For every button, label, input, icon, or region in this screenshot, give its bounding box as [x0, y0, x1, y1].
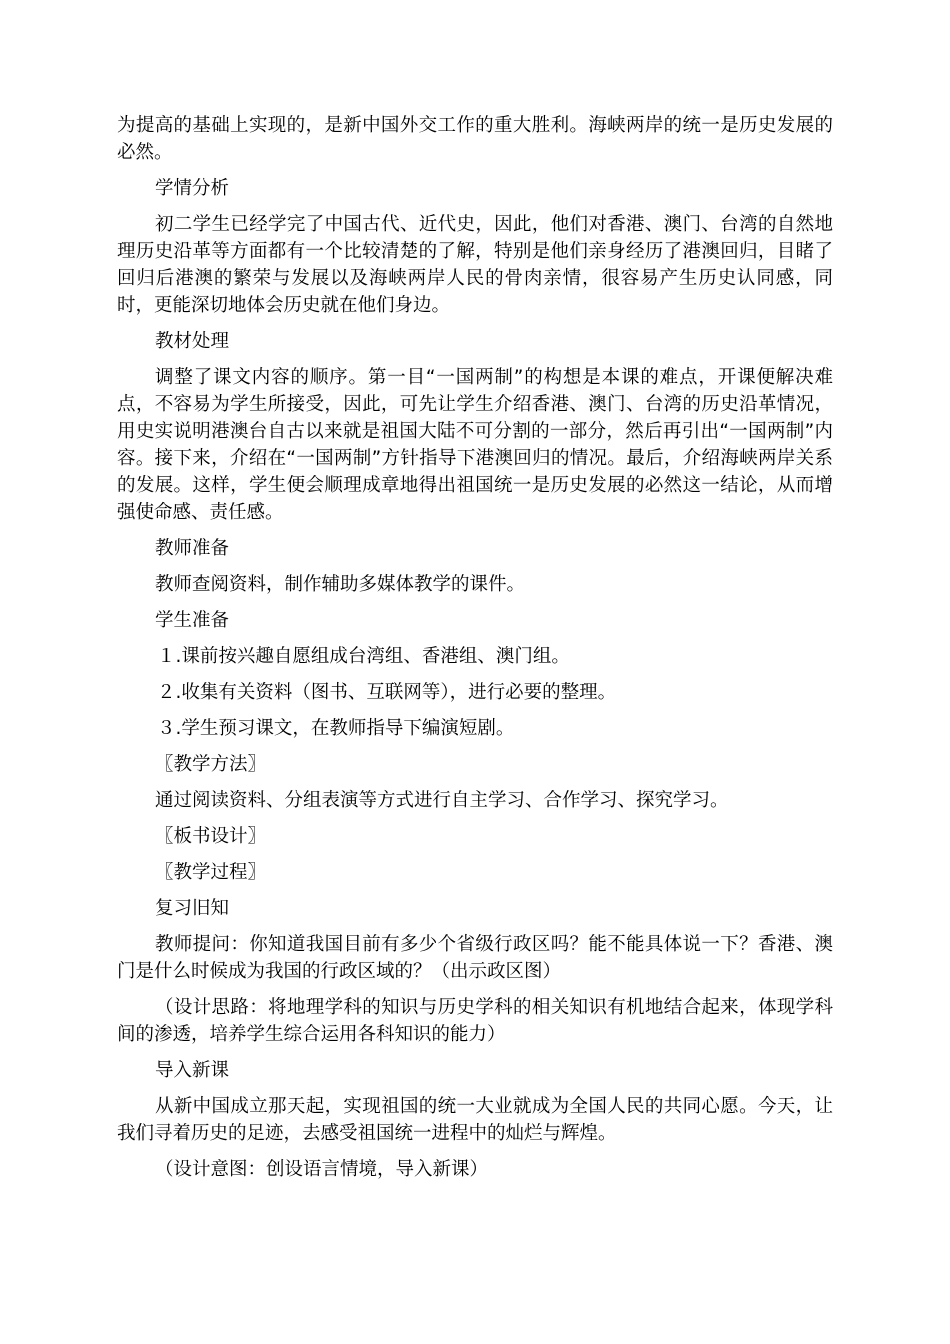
paragraph-teaching-method: 通过阅读资料、分组表演等方式进行自主学习、合作学习、探究学习。 — [155, 790, 729, 811]
heading-board-design: 〖板书设计〗 — [155, 826, 267, 847]
heading-introduction: 导入新课 — [155, 1060, 230, 1081]
paragraph-design-intent: （设计意图：创设语言情境，导入新课） — [155, 1159, 489, 1180]
list-item: ３.学生预习课文，在教师指导下编演短剧。 — [157, 718, 515, 739]
list-item: １.课前按兴趣自愿组成台湾组、香港组、澳门组。 — [157, 646, 570, 667]
paragraph-design-idea: （设计思路：将地理学科的知识与历史学科的相关知识有机地结合起来，体现学科间的渗透，培养学生综合运用各科知识的能力） — [117, 997, 833, 1045]
heading-student-analysis: 学情分析 — [155, 178, 230, 199]
paragraph-student-analysis: 初二学生已经学完了中国古代、近代史，因此，他们对香港、澳门、台湾的自然地理历史沿革等方面都有一个比较清楚的了解，特别是他们亲身经历了港澳回归，目睹了回归后港澳的繁荣与发展以及海峡两岸人民的骨肉亲情，很容易产生历史认同感，同时，更能深切地体会历史就在他们身边。 — [117, 214, 833, 316]
paragraph-teacher-preparation: 教师查阅资料，制作辅助多媒体教学的课件。 — [155, 574, 526, 595]
heading-teaching-process: 〖教学过程〗 — [155, 862, 267, 883]
paragraph-teacher-question: 教师提问：你知道我国目前有多少个省级行政区吗？能不能具体说一下？香港、澳门是什么时候成为我国的行政区域的？（出示政区图） — [117, 934, 833, 982]
heading-teacher-preparation: 教师准备 — [155, 538, 230, 559]
heading-review: 复习旧知 — [155, 898, 230, 919]
heading-student-preparation: 学生准备 — [155, 610, 230, 631]
paragraph-continuation: 为提高的基础上实现的，是新中国外交工作的重大胜利。海峡两岸的统一是历史发展的必然。 — [117, 115, 833, 163]
heading-material-handling: 教材处理 — [155, 331, 230, 352]
paragraph-introduction: 从新中国成立那天起，实现祖国的统一大业就成为全国人民的共同心愿。今天，让我们寻着历史的足迹，去感受祖国统一进程中的灿烂与辉煌。 — [117, 1096, 833, 1144]
paragraph-material-handling: 调整了课文内容的顺序。第一目“一国两制”的构想是本课的难点，开课便解决难点，不容易为学生所接受，因此，可先让学生介绍香港、澳门、台湾的历史沿革情况，用史实说明港澳台自古以来就是祖国大陆不可分割的一部分，然后再引出“一国两制”内容。接下来，介绍在“一国两制”方针指导下港澳回归的情况。最后，介绍海峡两岸关系的发展。这样，学生便会顺理成章地得出祖国统一是历史发展的必然这一结论，从而增强使命感、责任感。 — [117, 367, 833, 523]
list-item: ２.收集有关资料（图书、互联网等），进行必要的整理。 — [157, 682, 617, 703]
document-page — [117, 112, 833, 1192]
heading-teaching-method: 〖教学方法〗 — [155, 754, 267, 775]
